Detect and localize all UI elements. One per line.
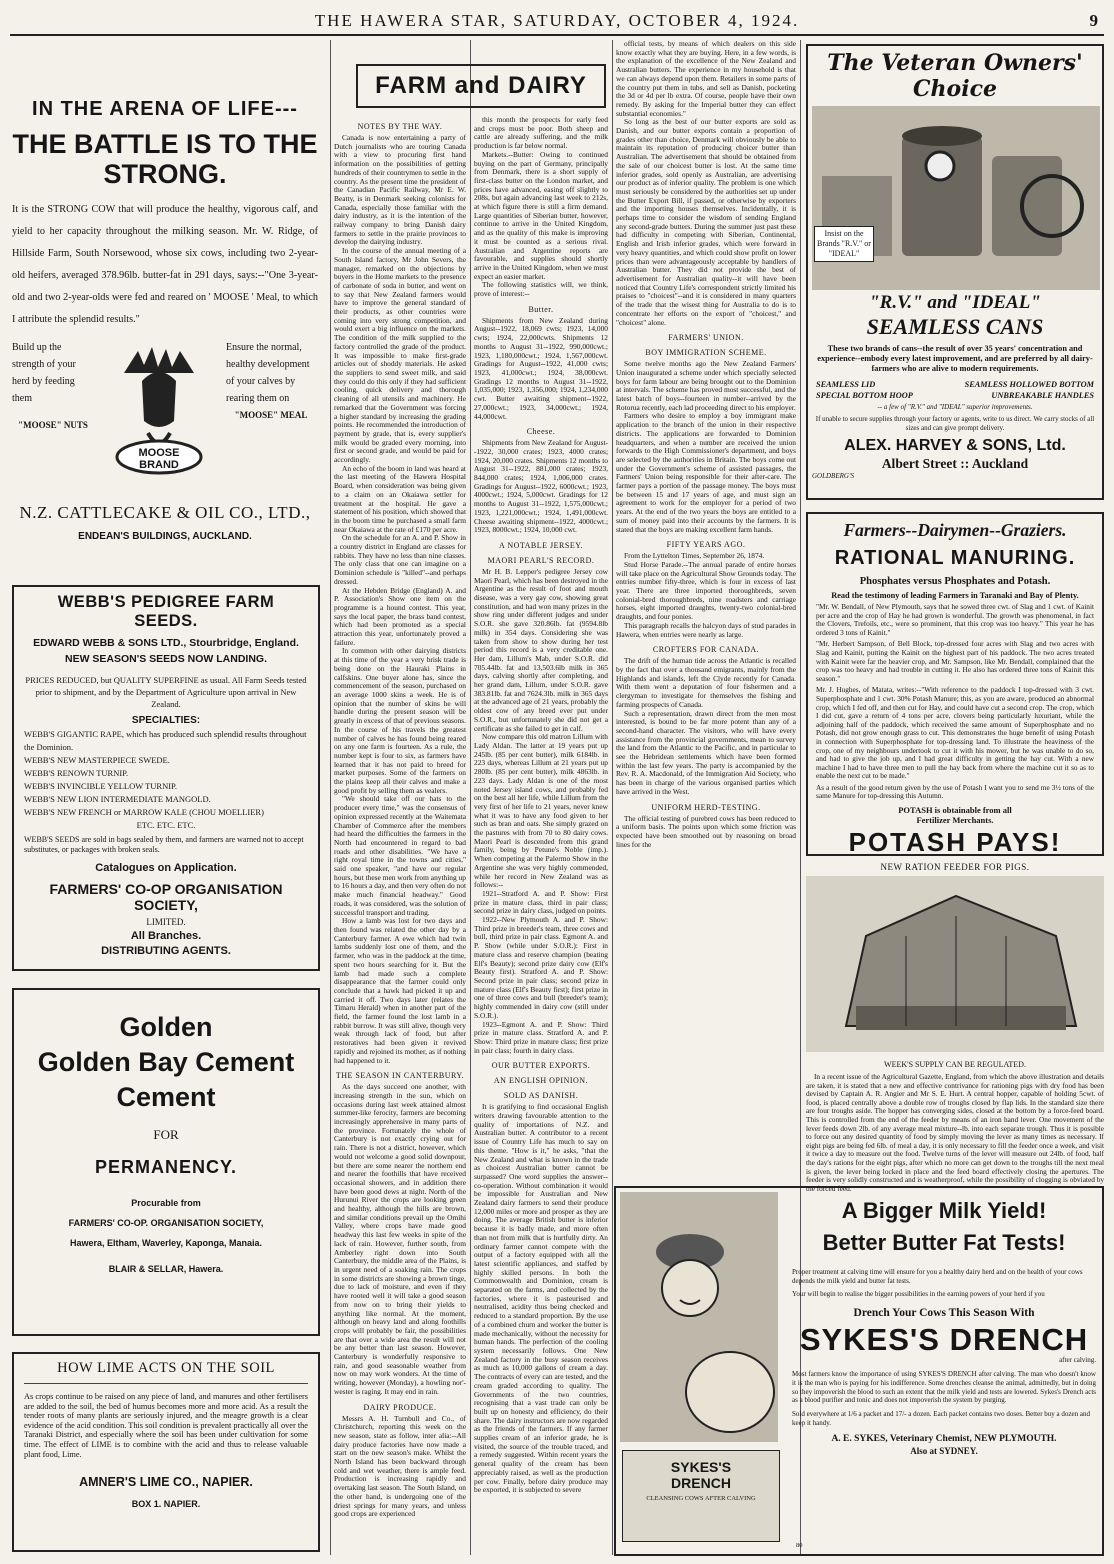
article-paragraph: An echo of the boom in land was heard at the last meeting of the Hawera Hospital Board, when consideration was being given to a claim on an Okaiawa settler for treatment at the hospital. He gave a statement of his position, which showed that in the boom time he purchased a small farm near Okaiawa at the rate of £170 per acre. (334, 463, 466, 534)
list-item: WEBB'S INVINCIBLE YELLOW TURNIP. (24, 781, 177, 791)
feeder-title: NEW RATION FEEDER FOR PIGS. (880, 862, 1030, 872)
webb-seeds-advertisement (12, 585, 320, 971)
article-heading: A NOTABLE JERSEY. (499, 540, 583, 550)
article-heading: AN ENGLISH OPINION. (493, 1076, 589, 1086)
potash-title: RATIONAL MANURING. (834, 547, 1076, 569)
webb-society: FARMERS' CO-OP ORGANISATION SOCIETY, (49, 881, 283, 913)
feature-row-1 (812, 380, 1098, 389)
feature-handles: UNBREAKABLE HANDLES (991, 391, 1094, 400)
pig-feeder-illustration (806, 876, 1104, 1052)
cattlecake-company: N.Z. CATTLECAKE & OIL CO., LTD., (19, 503, 311, 522)
article-paragraph: 1923--Egmont A. and P. Show: Third prize in mature class. Stratford A. and P. Show: Third prize in mature class; first prize in pair class; fourth in dairy class. (474, 1019, 608, 1055)
golden-places: Hawera, Eltham, Waverley, Kaponga, Manaia. (69, 1238, 263, 1248)
feature-lid: SEAMLESS LID (816, 380, 876, 389)
article-heading: SOLD AS DANISH. (503, 1091, 579, 1101)
golden-bay-cement-advertisement (12, 988, 320, 1336)
article-heading: Butter. (528, 304, 554, 314)
veteran-note: If unable to secure supplies through your factory or agents, write to us direct. We carry stocks of all sizes and can give prompt delivery. (815, 415, 1095, 432)
moose-nuts-name: "MOOSE" NUTS (18, 420, 88, 430)
testimony-hughes: Mr. J. Hughes, of Matata, writes:--"With reference to the paddock I top-dressed with 3 cwt. Superphosphate and 1 cwt. 30% Potash Manure; this, as you are aware, produced an abnormal crop, which I fed off, and then cut for Hay, and could have cut a second crop. The crop, which I did cut, gave a return of 4 tons per acre, clovers being particularly luxuriant, while the adjoining half of the paddock, which received the same amount of Superphosphate and no Potash, did not grow enough grass to cut. This demonstrates the huge benefit of using Potash in connection with Superphosphate for top-dressing land. To illustrate the heaviness of the crop, one of my neighbours undertook to cut it with his mower, but he was unable to do so, and had to give the job up, and I had great difficulty in getting the hay cut. With a new machine I had to have three men to pull the hay back from where the machine cut it so as to enable the next cut to be made." (816, 685, 1094, 781)
golden-for: FOR (153, 1127, 179, 1142)
list-item: WEBB'S NEW MASTERPIECE SWEDE. (24, 755, 170, 765)
column-rule (470, 40, 471, 1555)
farm-dairy-masthead (356, 64, 606, 108)
testimony-autumn: As a result of the good return given by the use of Potash I want you to send me 3½ tons of the same Manure for top-dressing this Autumn. (816, 782, 1094, 801)
goldberg-credit: GOLDBERG'S (812, 472, 854, 480)
webb-intro: PRICES REDUCED, but QUALITY SUPERFINE as usual. All Farm Seeds tested prior to shipment, and by the Department of Agriculture upon arrival in New Zealand. (25, 675, 307, 709)
sykes-code: 80 (796, 1542, 803, 1549)
moose-meal-pitch: Ensure the normal, healthy development of your calves by rearing them on (226, 342, 310, 404)
article-paragraph: 1922--New Plymouth A. and P. Show: Third prize in breeder's team, three cows and bull, third prize in pair class. Egmont A. and P. Show (while under S.O.R.): First in mature class and reserve champion (beating Elf's Beauty); second prize dairy cow (Elf's Beauty first). Stratford A. and P. Show: Second prize in pair class; second prize in mature class (Elf's Beauty first); first prize in one of three cows and bull (breeder's team); highly commended in dairy cow (still under S.O.R.). (474, 915, 608, 1020)
cans-brand-line: "R.V." and "IDEAL" (869, 292, 1041, 313)
moose-nuts-pitch: Build up the strength of your herd by feeding them (12, 342, 76, 404)
article-heading: NOTES BY THE WAY. (357, 122, 443, 131)
masthead-title: FARM and DAIRY (375, 72, 587, 99)
sykes-after: after calving. (1059, 1356, 1096, 1364)
potash-obtain1: POTASH is obtainable from all (898, 805, 1012, 816)
veteran-description: These two brands of cans--the result of over 35 years' concentration and experience--embody every latest improvement, and are preferred by all dairy-farmers who are alive to modern requirements. (817, 344, 1093, 373)
arena-headline: IN THE ARENA OF LIFE--- (32, 98, 298, 120)
moose-brand-label: MOOSE BRAND (138, 447, 180, 471)
seamless-cans: SEAMLESS CANS (866, 314, 1044, 339)
moose-meal-name: "MOOSE" MEAL (234, 410, 308, 420)
pig-feeder-article (806, 862, 1104, 1193)
feeder-body: In a recent issue of the Agricultural Gazette, England, from which the above illustration and details are taken, it is stated that a new and effective contrivance for rationing pigs with dry food has been devised by Captain A. R. Angier and Mr S. E. Hurt. A central hopper, capable of holding 5cwt. of food, is placed centrally above a double row of troughs closed by flap lids. In the standard size there are four troughs aside. The hopper has converging sides, closed at the bottom by a force-feed board. This is controlled from the end of the feeder by means of an iron hand lever. One movement of the lever feeds down 2lb. of any average meal mixture--lb. into each separate trough. Thus it is possible to force out any desired quantity of food by simply moving the lever as many times as necessary. If eight pigs are being fed 6lb. of meal a day, it is only necessary to fill the feeder once a week, and visit it twice a day to measure out the food. Twelve turns of the lever will measure out 24lb. of food, half the day's rations for the eight pigs, after which no more can get down to the troughs till the next meal is given, the lever being locked in place and the feed board effectively closing the apertures. The feeder is very solidly constructed and is weatherproof, while the possibility of clogging is obviated by the forced feed. (806, 1072, 1104, 1193)
brand-insist-label: Insist on the Brands "R.V." or "IDEAL" (814, 226, 874, 262)
article-paragraph: this month the prospects for early feed and crops must be poor. Both sheep and cattle are already suffering, and the milk production is far below normal. (474, 116, 608, 151)
article-heading: CROFTERS FOR CANADA. (652, 645, 760, 655)
sykes-title1: A Bigger Milk Yield! (841, 1198, 1047, 1223)
article-paragraph: It is gratifying to find occasional English writers drawing favourable attention to the quality of importations of N.Z. and Australian butter. A contributor to a recent issue of Country Life has much to say on this theme. "How is it," he asks, "that the New Zealand and what is known in the trade as choicest Australian butter cannot be surpassed? One word supplies the answer--co-operation. Without combination it would be impossible for Australian and New Zealand dairy farmers to send their produce 12,000 miles or more and prosper as they are doing. The average British butter is inferior because it is badly made, and more often than not from milk that is hurtfully dirty. An ordinary farmer cannot compete with the output of a factory equipped with all the latest scientific appliances, and staffed by highly skilled persons. In both the Commonwealth and Dominion, cream is separated on the farms, and collected by the factories, where it is pasteurised and neutralised, acidity thus being checked and reduced to a standard proportion. By the use of a combined churn and worker the butter is made mechanically, without the necessity for human hands. The perfection of the cooling system necessarily follows. One New Zealand factory in the busy season receives as much as 10,000 gallons of cream a day. The contracts of every can are tested, and the cream graded according to quality. The Governments of the two countries, recognising that a vast trade can only be built up on honesty and efficiency, do their share. The dairy instructors are now regarded as the friends of the farmers. If any farmer supplies cream of an inferior grade, he is visited, the source of the trouble traced, and a remedy suggested. Within recent years the general quality of the cream has been appreciably raised, as well as the production per cow. Finally, before dairy produce may be exported, it is subjected to severe (474, 1102, 608, 1495)
webb-subtitle: EDWARD WEBB & SONS LTD., Stourbridge, England. (33, 637, 299, 649)
sykes-name: SYKES'S DRENCH (799, 1322, 1089, 1357)
article-paragraph: Shipments from New Zealand during August--1922, 18,069 cwts; 1923, 14,000 cwts; 1924, 22,000cwts. Shipments 12 months to August 31--1922, 990,000cwt.; 1923, 1,180,000cwt.; 1924, 1,567,000cwt. Gradings for August--1922, 41,000 cwts; 1923, 41,000cwt.; 1924, 38,000cwt. Gradings 12 months to August 31--1922, 1,035,000; 1923, 1,356,000; 1924, 1,234,000 cwt. Butter awaiting shipment--1922, 27,000cwt.; 1923, 34,000cwt.; 1924, 44,000cwt. (474, 315, 608, 421)
feature-bottom: SEAMLESS HOLLOWED BOTTOM (964, 380, 1094, 389)
article-paragraph: From the Lyttelton Times, September 26, 1874. (624, 551, 765, 561)
veteran-title: The Veteran Owners' Choice (827, 50, 1083, 102)
webb-branches: All Branches. (130, 930, 202, 942)
sykes-drench-line: Drench Your Cows This Season With (853, 1307, 1035, 1319)
list-item: WEBB'S NEW FRENCH or MARROW KALE (CHOU MOELLIER) (24, 807, 264, 817)
farm-column-1 (334, 116, 466, 1554)
article-paragraph: Such a representation, drawn direct from the men most interested, is bound to be far more potent than any of a second-hand character. The visitors, who will have every assistance from the provincial governments, mean to survey the land from the Atlantic to the Pacific, and in particular to see the Hebridean settlements which have been formed within the last few years. The party is accompanied by the Rev. R. A. Macdonald, of the Immigration Aid Society, who has been in charge of the various organised parties which have arrived in the West. (616, 708, 796, 796)
webb-catalogue: Catalogues on Application. (95, 862, 237, 874)
farmer-cow-illustration (620, 1192, 778, 1442)
article-heading: THE SEASON IN CANTERBURY. (335, 1071, 465, 1081)
sykes-title2: Better Butter Fat Tests! (822, 1230, 1066, 1255)
column-rule (612, 40, 613, 1555)
article-paragraph: Now compare this old matron Lillum with Lady Aldan. The latter at 19 years put up 245lb. (85 per cent butter), milk 6184lb. in 223 days, whereas Lillum at 21 years put up 280lb. (85 per cent butter), milk 4863lb. in 223 days. Lady Aldan is one of the most noted Jersey island cows, and probably fed on the best all her life, while Lillum from the very first of her life to 21 years, never knew what it was to have any food given to her such as bran and oats. She simply grazed on the pastures with from 70 to 80 dairy cows. Maori Pearl is descended from this grand family, being by Petune's Noble (imp.). When competing at the Palermo Show in the Argentine she was very highly commended, while her record in New Zealand was as follows:-- (474, 732, 608, 890)
webb-limited: LIMITED. (146, 917, 186, 927)
harvey-company: ALEX. HARVEY & SONS, Ltd. (844, 437, 1066, 454)
newspaper-title: THE HAWERA STAR, SATURDAY, OCTOBER 4, 1924. (314, 11, 800, 30)
article-paragraph: As the days succeed one another, with increasing strength in the sun, which on occasions during last week attained almost summer-like ferocity, farmers are becoming increasingly apprehensive in many parts of the province. Fortunately the whole of Canterbury is not exactly crying out for rain. There is not a district, however, which would not welcome a good solid downpour, but there are some nearer the northern end and nearer the foothills that have received occasional showers, and in addition there have been good dews at night. North of the Hurunui River the crops are looking green and healthy, although the hills are brown, and similar conditions prevail up the Omihi Valley, where crops have made good headway this last few weeks in spite of the lack of rain. However, further south, from Amberley right down into South Canterbury, the middle area of the Plains, is in urgent need of a soaking rain. The crops in some districts are showing a brown tinge, due to lack of moisture, and even if they have rooted well it will take a good season from now on to bring their yields to anything like normal. At the moment, although on heavy land and along foothills crops will probably be fair, the possibilities are that over a wide area the result will not be any better than last season. However, Canterbury is wonderfully responsive to rain, and good seasonable weather from now on may work wonders. At the time of writing, however (Monday), a howling nor'-wester is raging. It may end in rain. (334, 1082, 466, 1396)
milk-can-icon (812, 106, 1100, 290)
potash-sub: Phosphates versus Phosphates and Potash. (859, 576, 1051, 587)
article-paragraph: "We should take off our hats to the producer every time," was the consensus of opinion expressed recently at the Waitemata Chamber of Commerce after the members had heard the difficulties the farmers in the North had encountered in regard to bad roads and other disabilities. "We have a right royal time in the towns and cities," said one speaker, "and have our regular hours, but these men work from anything up to 16 hours a day, and then very often do not make much financial headway." Good roads, it was considered, was the solution of successful transport and trading. (334, 794, 466, 917)
golden-procurable: Procurable from (131, 1198, 201, 1208)
veteran-few: -- a few of "R.V." and "IDEAL" superior improvements. (877, 403, 1033, 411)
webb-specialties-list (24, 728, 308, 832)
golden-blair: BLAIR & SELLAR, Hawera. (108, 1264, 224, 1274)
article-heading: FIFTY YEARS AGO. (666, 540, 746, 550)
potash-pays: POTASH PAYS! (848, 827, 1062, 856)
page-number: 9 (1089, 11, 1098, 30)
sykes-chemist: A. E. SYKES, Veterinary Chemist, NEW PLYMOUTH. (831, 1433, 1057, 1444)
golden-permanency: PERMANENCY. (94, 1157, 238, 1177)
article-paragraph: Some twelve months ago the New Zealand Farmers' Union inaugurated a scheme under which specially selected boys for farm labour are being brought out to the Dominion at intervals. The scheme has proved most successful, and the latest batch of boys--fourteen in number--arrived by the Rotorua recently, each lad proceeding direct to his employer. (616, 359, 796, 412)
moose-advertisement (12, 96, 318, 566)
golden-line3: Cement (116, 1082, 216, 1112)
article-paragraph: Markets.--Butter: Owing to continued buying on the part of Germany, principally from Denmark, there is a short supply of first-class butter on the London market, and prices have advanced, easing off slightly to 208s, but again advancing last week to 212s, at which figure there is still a firm demand. Large quantities of Siberian butter, however, continue to arrive in the United Kingdom, and as the quality of this make is improving it must be counted as a serious rival. Australian and Argentine reports are favourable, and supplies should shortly arrive in the United Kingdom, when we must expect an easier market. (474, 149, 608, 281)
lime-box: BOX 1. NAPIER. (131, 1499, 201, 1510)
sykes-copy (792, 1198, 1096, 1456)
feature-hoop: SPECIAL BOTTOM HOOP (816, 391, 913, 400)
article-paragraph: So long as the best of our butter exports are sold as Danish, and our butter exports contain a proportion of grades other than choice, Denmark will obviously be able to maintain its reputation of producing choicer butter than Australian. The advertisement that should be obtained from the sale of our choicest butter is lost. At the same time inferior grades, sold openly as Australian, are advertising our product as of inferior quality. The problem is one which must seriously be considered by the authorities set up under the Butter Export Bill, if passed, or otherwise by exporters and the importing houses themselves. Incidentally, it is perhaps time to consider the wisdom of sending England any second-grade butters. During the summer just past these had difficulty in competing with Siberian, Continental, English and Irish inferior grades, which were forward in very heavy quantities, and which could show profit on lower prices than were advantageously acceptable by handlers of Australian butter. They did not provide the best of advertisement for Australian quality--it will have been noticed that Country Life's correspondent strictly limited his praises to "choicest"--and it is considered in many quarters of the trade that the wisest thing for Australia to do is to concentrate her efforts on the export of "choicest," and "choicest" alone. (616, 117, 796, 327)
lime-advertisement (12, 1352, 320, 1552)
article-paragraph: Shipments from New Zealand for August--1922, 30,000 crates; 1923, 4000 crates; 1924, 20,000 crates. Shipments 12 months to August 31--1922, 881,000 crates; 1923, 844,000 crates; 1924, 1,006,000 crates. Gradings for August--1922, 6000cwt.; 1923, 4000cwt.; 1924, 5,000cwt. Gradings for 12 months to August 31--1922, 1,575,000cwt.; 1923, 1,221,000cwt.; 1924, 1,491,000cwt. Cheese awaiting shipment--1922, 4000cwt.; 1923, 8000cwt.; 1924, 10,000 cwt. (474, 438, 608, 535)
article-paragraph: Mr H. B. Lepper's pedigree Jersey cow Maori Pearl, which has been destroyed in the Argentine as the result of foot and mouth disease, was a very gay cow, showing great constitution, and had won many prizes in the show ring under different judges and under S.O.R. she gave 320.86lb. fat (9594.8lb milk) in 354 days. Considering she was taken from show to show during her test period this record is a very creditable one. Her dam, Lillum's Mab, under S.O.R. did 705.44lb. fat and 13,503.6lb milk in 365 days, calving shortly after completing, and her grand dam, Lillum, under S.O.R. gave 383.81lb. fat and 7624.3lb. milk in 365 days at the advanced age of 21 years, probably the oldest cow of any breed ever put under S.O.R., but unfortunately she did not get a certificate as she failed to get in calf. (474, 566, 608, 733)
article-paragraph: In the course of the annual meeting of a South Island factory, Mr John Severs, the manager, remarked on the objections by buyers in the Home markets to the presence of carbonate of soda in butter, and went on to say that New Zealand farmers would have to improve the general standard of their products, as other countries were coming into very strong competition, and would exert a big influence on the markets. The condition of the milk supplied to the factory controlled the grade of the product. It was impossible to make first-grade articles out of shoddy materials. He asked the suppliers to send sweet milk, and said they could do this only if they had sufficient cooling, quick delivery and thorough cleaning of all utensils and machinery. He remarked that the Government was forcing a higher standard by increasing the grading points. He recommended the introduction of payment by grade, that is, every supplier's milk would be graded every morning, into first or second grade, and would be paid for accordingly. (334, 246, 466, 465)
harvey-street: Albert Street :: Auckland (881, 456, 1029, 471)
list-item: WEBB'S GIGANTIC RAPE, which has produced such splendid results throughout the Dominion. (24, 729, 307, 752)
sykes-drench-advertisement (614, 1186, 1104, 1556)
sykes-p1: Proper treatment at calving time will ensure for you a healthy dairy herd and on the health of your cows depends the milk yield and butter fat tests. (792, 1268, 1083, 1285)
webb-title: WEBB'S PEDIGREE FARM SEEDS. (57, 593, 275, 630)
feeder-icon (806, 876, 1104, 1052)
sykes-p3: Most farmers know the importance of using SYKES'S DRENCH after calving. The man who doesn't know it is the man who is paying for his indifference. Some drenches cleanse the animal, admittedly, but in doing so they impoverish the blood to such an extent that the milk yield and tests are lowered. Sykes's Drench acts as a blood purifier and tonic and does not impoverish the system by purging. (792, 1370, 1096, 1405)
webb-note: WEBB'S SEEDS are sold in bags sealed by them, and farmers are warned not to accept substitutes, or packages with broken seals. (24, 835, 304, 854)
article-paragraph: official tests, by means of which dealers on this side know exactly what they are buying. Here, in a few words, is the explanation of the excellence of the New Zealand and Australian butters. The experience in my household is that we can always depend upon them. Retailers in some parts of the country put them in tubs, and sell as Danish, pocketing the 3d or 4d per lb extra. Of course, people have their own remedy. By asking for the Imperial butter they can effect substantial economies." (616, 40, 796, 118)
article-heading: OUR BUTTER EXPORTS. (491, 1061, 591, 1071)
moose-nuts-text (12, 339, 94, 434)
article-heading: MAORI PEARL'S RECORD. (487, 555, 595, 565)
arena-body: It is the STRONG COW that will produce the healthy, vigorous calf, and yield to her capacity throughout the milking season. Mr. W. Ridge, of Hillside Farm, South Norsewood, whose six cows, including two 2-year-old heifers, averaged 378.96lb. butter-fat in 291 days, says:--"One 3-year-old and two 2-year-olds were fed and reared on ' MOOSE ' Meal, to which I attribute the splendid results." (12, 204, 318, 325)
testimony-bendall: "Mr. W. Bendall, of New Plymouth, says that he sowed three cwt. of Slag and 1 cwt. of Kainit per acre and the crop of Hay he had grown is wonderful. The growth was phenomenal, in fact the Clovers, Trefoils, etc., were so prominent, that this crop was too heavy." This year he has ordered 3 tons of Kainit." (816, 602, 1094, 637)
packet-brand: SYKES'S (670, 1459, 732, 1475)
lime-company: AMNER'S LIME CO., NAPIER. (79, 1475, 253, 1490)
webb-specialties-title: SPECIALTIES: (131, 715, 201, 726)
article-paragraph: Farmers who desire to employ a boy immigrant make application to the branch of the union in their respective districts. The applications are forwarded to Dominion headquarters, and when a number are received the union forwards to the High Commissioner's department, and boys are selected by the authorities in Britain. The boys come out under the Government's scheme of assisted passages, the Farmers' Union being responsible for their after-care. The farmer pays a portion of the passage money. The boys must be between 15 and 17 years of age, and must sign an agreement to work for the employer for a period of two years. At the end of the two years the boys are entitled to a sum of money paid into their accounts by the farmers. It is stated that the boys are making excellent farm hands. (616, 411, 796, 534)
list-item: ETC. ETC. ETC. (136, 820, 196, 830)
article-heading: Cheese. (526, 427, 556, 437)
golden-line2: Golden Bay Cement (37, 1047, 295, 1077)
testimony-sampson: "Mr. Herbert Sampson, of Bell Block, top-dressed four acres with Slag and two acres with Slag and Kainit, putting the Kainit on the highest part of his paddock. The two acres treated with Kainit were far the heavier crop, and Mr. Sampson, like Mr. Bendall, complained that the crop was too heavy and had trouble in cutting it. He also has ordered three tons of Kainit this season." (816, 639, 1094, 683)
sykes-packet (622, 1450, 780, 1542)
packet-label: CLEANSING COWS AFTER CALVING (646, 1495, 756, 1502)
article-heading: DAIRY PRODUCE. (363, 1402, 437, 1412)
sykes-sydney: Also at SYDNEY. (910, 1445, 978, 1456)
potash-top: Farmers--Dairymen--Graziers. (843, 520, 1067, 540)
list-item: WEBB'S RENOWN TURNIP. (24, 768, 129, 778)
article-paragraph: How a lamb was lost for two days and then found was related the other day by a Canterbury farmer. A ewe which had twin lambs suddenly lost one of them, and the farmer, who was in the paddock at the time, spent two hours searching for it. But the lamb had made such a complete disappearance that the farmer could only conclude that a hawk had picked it up and carried it off. Two days later (relates the Timaru Herald) when in another part of the field, the farmer found the lost lamb in a rabbit burrow. It was still alive, though very weak through lack of food, but after restoratives had been given it revived rapidly and rejoined its mother, as if nothing had happened to it. (334, 916, 466, 1065)
article-paragraph: 1921--Stratford A. and P. Show: First prize in mature class, third in pair class; second prize in dairy class, judged on points. (474, 888, 608, 916)
webb-season: NEW SEASON'S SEEDS NOW LANDING. (64, 653, 267, 665)
article-heading: FARMERS' UNION. (668, 333, 744, 343)
potash-obtain2: Fertilizer Merchants. (916, 815, 994, 826)
article-heading: UNIFORM HERD-TESTING. (651, 802, 761, 812)
article-paragraph: The official testing of purebred cows has been reduced to a uniform basis. The points upon which some friction was expected have been smoothed out by reasoning on broad lines for the (616, 813, 796, 849)
feature-row-2 (812, 391, 1098, 400)
sykes-p4: Sold everywhere at 1/6 a packet and 17/- a dozen. Each packet contains two doses. Better buy a dozen and keep it handy. (792, 1410, 1090, 1427)
lime-body: As crops continue to be raised on any piece of land, and manures and other fertilisers are added to the soil, the bed of humus becomes more and more acid. As a result the tender roots of many plants are seriously injured, and the meagre growth is a clear evidence of the acid condition. This soil condition is prevalent practically all over the Taranaki District, and especially where the soil has been under cultivation for some time. The effect of LIME is to combine with the acid and thus to release valuable plant food, Lime. (24, 1392, 308, 1459)
article-paragraph: On the schedule for an A. and P. Show in a country district in England are classes for rabbits. They have no less than nine classes. The only class that one can imagine on a Dominion schedule is "killed"--and perhaps dressed. (334, 533, 466, 586)
column-rule (330, 40, 331, 1555)
moose-logo (104, 333, 214, 483)
article-paragraph: At the Hebden Bridge (England) A. and P. Association's Show one item on the programme is a hound contest. This year, says the local paper, the brass band contest, which had been promoted as a special attraction this year, unfortunately proved a failure. (334, 585, 466, 647)
list-item: WEBB'S NEW LION INTERMEDIATE MANGOLD. (24, 794, 211, 804)
article-paragraph: Stud Horse Parade.--The annual parade of entire horses will take place on the Agricultural Show Grounds today. The entries number fifty-three, which is four in excess of last year. There are three imported thoroughbreds, seven colonial-bred thoroughbreds, nine roadsters and carriage horses, eight imported draughts, twenty-two colonial-bred draughts, and four ponies. (616, 559, 796, 622)
potash-read: Read the testimony of leading Farmers in Taranaki and Bay of Plenty. (831, 591, 1079, 600)
sykes-p2: Your will begin to realise the bigger possibilities in the earning powers of your herd if you (792, 1290, 1045, 1298)
article-paragraph: Canada is now entertaining a party of Dutch journalists who are touring Canada with a view to procuring first hand information on the possibilities of getting hundreds of their countrymen to settle in the country. As the present time the president of the Canadian Pacific Railway, Mr E. W. Beatty, is in Denmark seeking colonists for Canada, especially those familiar with the dairy industry, as it is the intention of the railway company to bring Danish dairy farmers to settle in the prairie provinces to develop the dairying industry. (334, 133, 466, 247)
milk-cans-illustration (812, 106, 1098, 290)
golden-line1: Golden (119, 1012, 213, 1042)
article-paragraph: The drift of the human tide across the Atlantic is recalled by the fact that over a thousand emigrants, mainly from the Highlands and islands, left the Clyde recently for Canada. With them went a deputation of four fishermen and a clergyman to investigate for themselves the fishing and farming prospects of Canada. (616, 656, 796, 709)
article-paragraph: The following statistics will, we think, prove of interest:-- (474, 280, 608, 299)
cattlecake-address: ENDEAN'S BUILDINGS, AUCKLAND. (78, 531, 252, 542)
moose-meal-text (226, 339, 316, 424)
arena-subheadline: THE BATTLE IS TO THE STRONG. (12, 129, 318, 189)
golden-society: FARMERS' CO-OP. ORGANISATION SOCIETY, (68, 1218, 264, 1228)
article-paragraph: Messrs A. H. Turnbull and Co., of Christchurch, reporting this week on the new season, state as follow, inter alia:--All dairy produce factories have now made a start on the new season's make. Whilst the North Island has been backward through cold and wet weather, there is ample feed. Production is increasing rapidly and overtaking last season. The South Island, on the other hand, is undergoing one of the driest springs for many years, and unless good crops are experienced (334, 1413, 466, 1519)
packet-product: DRENCH (671, 1475, 731, 1491)
farm-column-2 (474, 116, 608, 1554)
article-paragraph: In common with other dairying districts at this time of the year a very brisk trade is being done on the Hauraki Plains in calfskins. One buyer alone has, since the commencement of the season, purchased on an average 1000 skins a week. He is of opinion that the number of skins he will handle during the present season will be greatly in excess of that of previous seasons. In the course of his travels the greatest number of calves he has found being reared on any one farm is fourteen. As a rule, the number kept is four to six, as farmers have learned that it has not paid to breed for market purposes. Some of the farmers on the plains keep all their calves and make a good profit by selling them as vealers. (334, 646, 466, 795)
potash-advertisement (806, 512, 1104, 856)
page-header (10, 8, 1104, 36)
feeder-caption: WEEK'S SUPPLY CAN BE REGULATED. (884, 1060, 1026, 1069)
lime-title: HOW LIME ACTS ON THE SOIL (24, 1360, 308, 1384)
article-heading: BOY IMMIGRATION SCHEME. (645, 348, 767, 358)
cow-icon (620, 1192, 778, 1442)
article-paragraph: This paragraph recalls the halcyon days of stud parades in Hawera, when entries were nearly as large. (616, 620, 796, 639)
veteran-cans-advertisement (806, 44, 1104, 500)
webb-agents: DISTRIBUTING AGENTS. (101, 945, 231, 957)
